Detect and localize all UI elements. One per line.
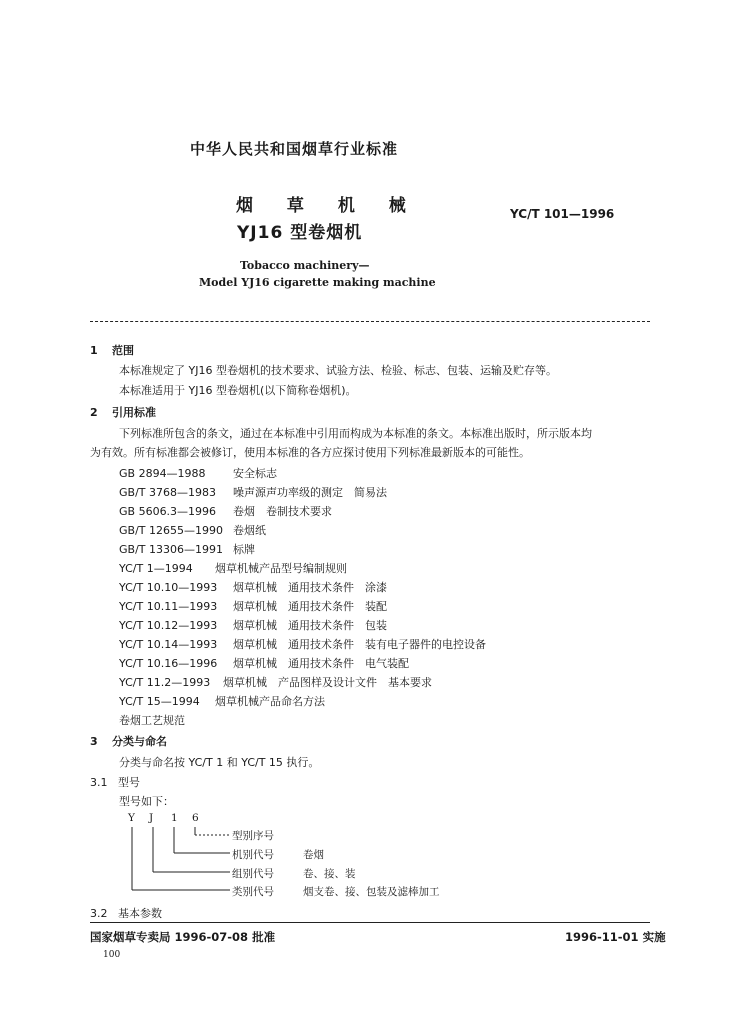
reference-title: 烟草机械 产品图样及设计文件 基本要求 (223, 676, 432, 689)
paragraph: 本标准规定了 YJ16 型卷烟机的技术要求、试验方法、检验、标志、包装、运输及贮存等。 (119, 364, 557, 377)
reference-title: 卷烟纸 (233, 524, 266, 537)
reference-code: 卷烟工艺规范 (119, 714, 185, 727)
diagram-lines (90, 810, 330, 900)
reference-code: YC/T 15—1994 (119, 695, 200, 708)
reference-code: GB 2894—1988 (119, 467, 206, 480)
section-number: 2 (90, 406, 98, 419)
reference-code: YC/T 10.10—1993 (119, 581, 218, 594)
reference-title: 烟草机械 通用技术条件 包装 (233, 619, 387, 632)
title-chinese: 烟 草 机 械 (236, 196, 412, 216)
reference-item (119, 693, 325, 709)
model-letter: 6 (192, 812, 199, 824)
reference-title: 噪声源声功率级的测定 简易法 (233, 486, 387, 499)
title-english-line2: Model YJ16 cigarette making machine (199, 276, 436, 289)
reference-code: YC/T 1—1994 (119, 562, 193, 575)
paragraph: 型号如下： (119, 795, 174, 808)
reference-item (119, 617, 387, 633)
reference-title: 安全标志 (233, 467, 277, 480)
section-number: 1 (90, 344, 98, 357)
diagram-row-label: 组别代号 (232, 868, 274, 880)
reference-title: 标牌 (233, 543, 255, 556)
reference-code: GB 5606.3—1996 (119, 505, 217, 518)
reference-item (119, 655, 409, 671)
reference-item (119, 541, 255, 557)
reference-code: YC/T 10.14—1993 (119, 638, 218, 651)
reference-title: 烟草机械产品型号编制规则 (215, 562, 347, 575)
issuing-body: 中华人民共和国烟草行业标准 (190, 140, 399, 158)
header-divider (90, 321, 650, 322)
section-title: 分类与命名 (112, 735, 167, 748)
model-letter: Y (128, 812, 135, 824)
reference-item (119, 503, 332, 519)
reference-code: YC/T 10.16—1996 (119, 657, 218, 670)
reference-item (119, 560, 347, 576)
reference-code: GB/T 12655—1990 (119, 524, 223, 537)
reference-code: YC/T 10.12—1993 (119, 619, 218, 632)
reference-title: 卷烟 卷制技术要求 (233, 505, 332, 518)
reference-code: GB/T 3768—1983 (119, 486, 216, 499)
paragraph: 本标准适用于 YJ16 型卷烟机(以下简称卷烟机)。 (119, 384, 357, 397)
model-letter: J (149, 812, 154, 824)
reference-item (119, 522, 266, 538)
reference-code: YC/T 11.2—1993 (119, 676, 211, 689)
subsection-number: 3.1 (90, 776, 108, 789)
reference-item (119, 636, 486, 652)
reference-code: GB/T 13306—1991 (119, 543, 223, 556)
standard-code: YC/T 101—1996 (510, 207, 615, 221)
diagram-row-value: 烟支卷、接、包装及滤棒加工 (303, 886, 440, 898)
footer-divider (90, 922, 650, 923)
reference-item (119, 579, 387, 595)
section-title: 范围 (112, 344, 134, 357)
subsection-number: 3.2 (90, 907, 108, 920)
subsection-3-2-heading (90, 905, 162, 921)
reference-item (119, 674, 432, 690)
diagram-row-label: 类别代号 (232, 886, 274, 898)
section-title: 引用标准 (112, 406, 156, 419)
reference-title: 烟草机械产品命名方法 (215, 695, 325, 708)
diagram-row-label: 机别代号 (232, 849, 274, 861)
reference-title: 烟草机械 通用技术条件 装配 (233, 600, 387, 613)
page-number: 100 (103, 950, 121, 960)
reference-item (119, 598, 387, 614)
reference-item (119, 465, 277, 481)
diagram-row-label: 型别序号 (232, 830, 274, 842)
section-2-heading (90, 404, 156, 420)
diagram-row-value: 卷、接、装 (303, 868, 356, 880)
reference-item (119, 712, 185, 728)
reference-title: 烟草机械 通用技术条件 电气装配 (233, 657, 409, 670)
reference-title: 烟草机械 通用技术条件 装有电子器件的电控设备 (233, 638, 486, 651)
diagram-row-value: 卷烟 (303, 849, 324, 861)
title-english-line1: Tobacco machinery— (240, 259, 370, 272)
subsection-title: 型号 (118, 776, 140, 789)
model-letter: 1 (171, 812, 178, 824)
section-3-heading (90, 733, 167, 749)
implementation-date: 1996-11-01 实施 (565, 930, 666, 944)
section-1-heading (90, 342, 134, 358)
section-number: 3 (90, 735, 98, 748)
reference-code: YC/T 10.11—1993 (119, 600, 218, 613)
paragraph: 为有效。所有标准都会被修订，使用本标准的各方应探讨使用下列标准最新版本的可能性。 (90, 446, 530, 459)
reference-title: 烟草机械 通用技术条件 涂漆 (233, 581, 387, 594)
subsection-3-1-heading (90, 774, 140, 790)
subsection-title: 基本参数 (118, 907, 162, 920)
title-model: YJ16 型卷烟机 (237, 223, 363, 243)
paragraph: 分类与命名按 YC/T 1 和 YC/T 15 执行。 (119, 756, 320, 769)
reference-item (119, 484, 387, 500)
approval-date: 国家烟草专卖局 1996-07-08 批准 (90, 930, 276, 944)
paragraph: 下列标准所包含的条文，通过在本标准中引用而构成为本标准的条文。本标准出版时，所示版本均 (119, 427, 592, 440)
